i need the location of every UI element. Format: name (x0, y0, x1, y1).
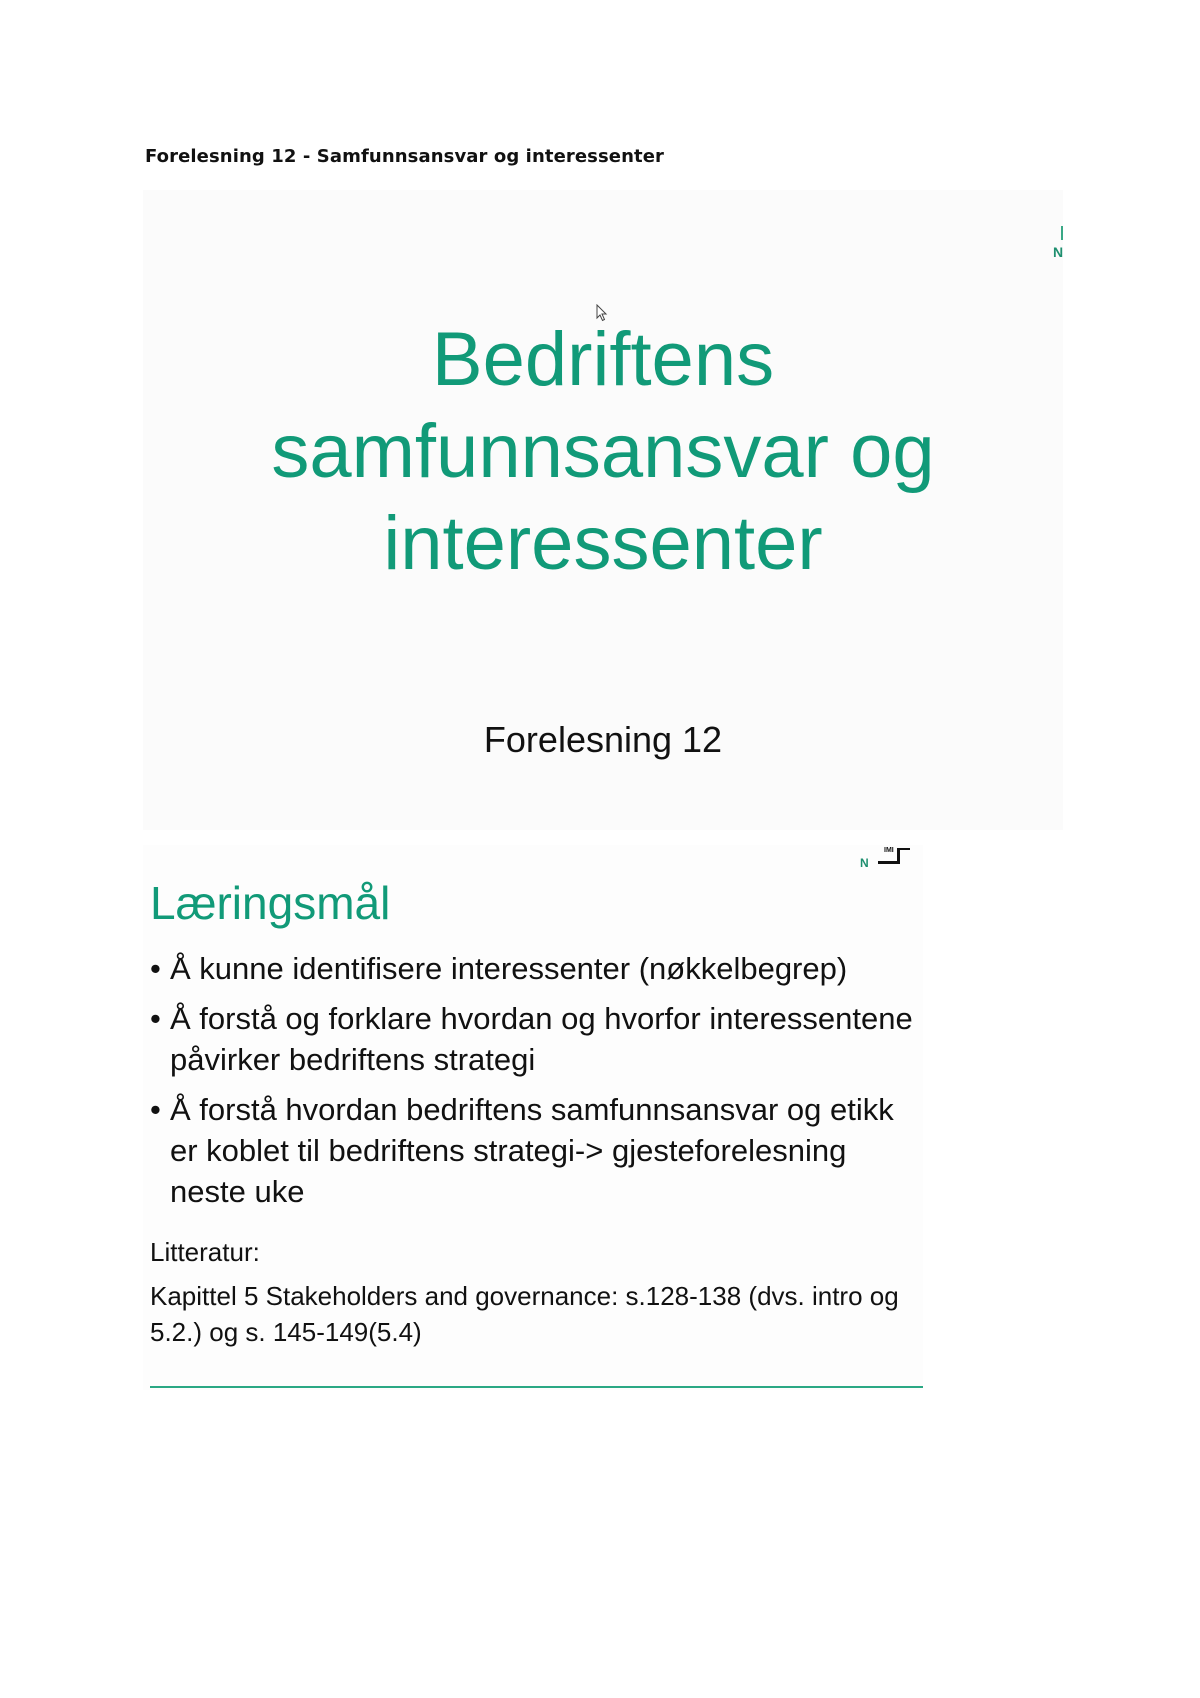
logo-small-text: IMI (884, 847, 894, 854)
bullet-marker: • (150, 1092, 161, 1127)
slide-title-line: Bedriftens (431, 317, 775, 402)
slide-title-line: interessenter (383, 501, 823, 586)
bullet-item (150, 948, 920, 989)
logo-shape (878, 848, 900, 864)
bullet-item (150, 1089, 920, 1212)
footer-rule (150, 1386, 923, 1388)
slide-logo (860, 845, 924, 873)
logo-letter: N (1053, 244, 1063, 260)
bullet-text: Å forstå og forklare hvordan og hvorfor interessentene påvirker bedriftens strategi (170, 1001, 913, 1077)
literature-label: Litteratur: (150, 1237, 260, 1267)
learning-goals-slide (143, 845, 923, 1390)
logo-letter: N (860, 856, 869, 870)
slide-subtitle: Forelesning 12 (483, 719, 723, 760)
logo-shape-cap (900, 848, 910, 850)
bullet-text: Å forstå hvordan bedriftens samfunnsansvar og etikk er koblet til bedriftens strategi-> gjesteforelesning neste uke (170, 1092, 894, 1209)
bullet-item (150, 998, 920, 1080)
logo-tick (1061, 226, 1063, 240)
title-slide (143, 190, 1063, 830)
bullet-marker: • (150, 1001, 161, 1036)
bullet-text: Å kunne identifisere interessenter (nøkkelbegrep) (170, 951, 848, 986)
document-header: Forelesning 12 - Samfunnsansvar og interessenter (145, 146, 665, 167)
slide-logo-fragment (1053, 226, 1063, 266)
bullet-list (150, 948, 920, 1221)
bullet-marker: • (150, 951, 161, 986)
slide-title (143, 314, 1063, 590)
slide-title-line: samfunnsansvar og (271, 409, 935, 494)
literature-text: Kapittel 5 Stakeholders and governance: s.128-138 (dvs. intro og 5.2.) og s. 145-149(5.4) (150, 1281, 899, 1347)
slide-title: Læringsmål (150, 877, 391, 929)
